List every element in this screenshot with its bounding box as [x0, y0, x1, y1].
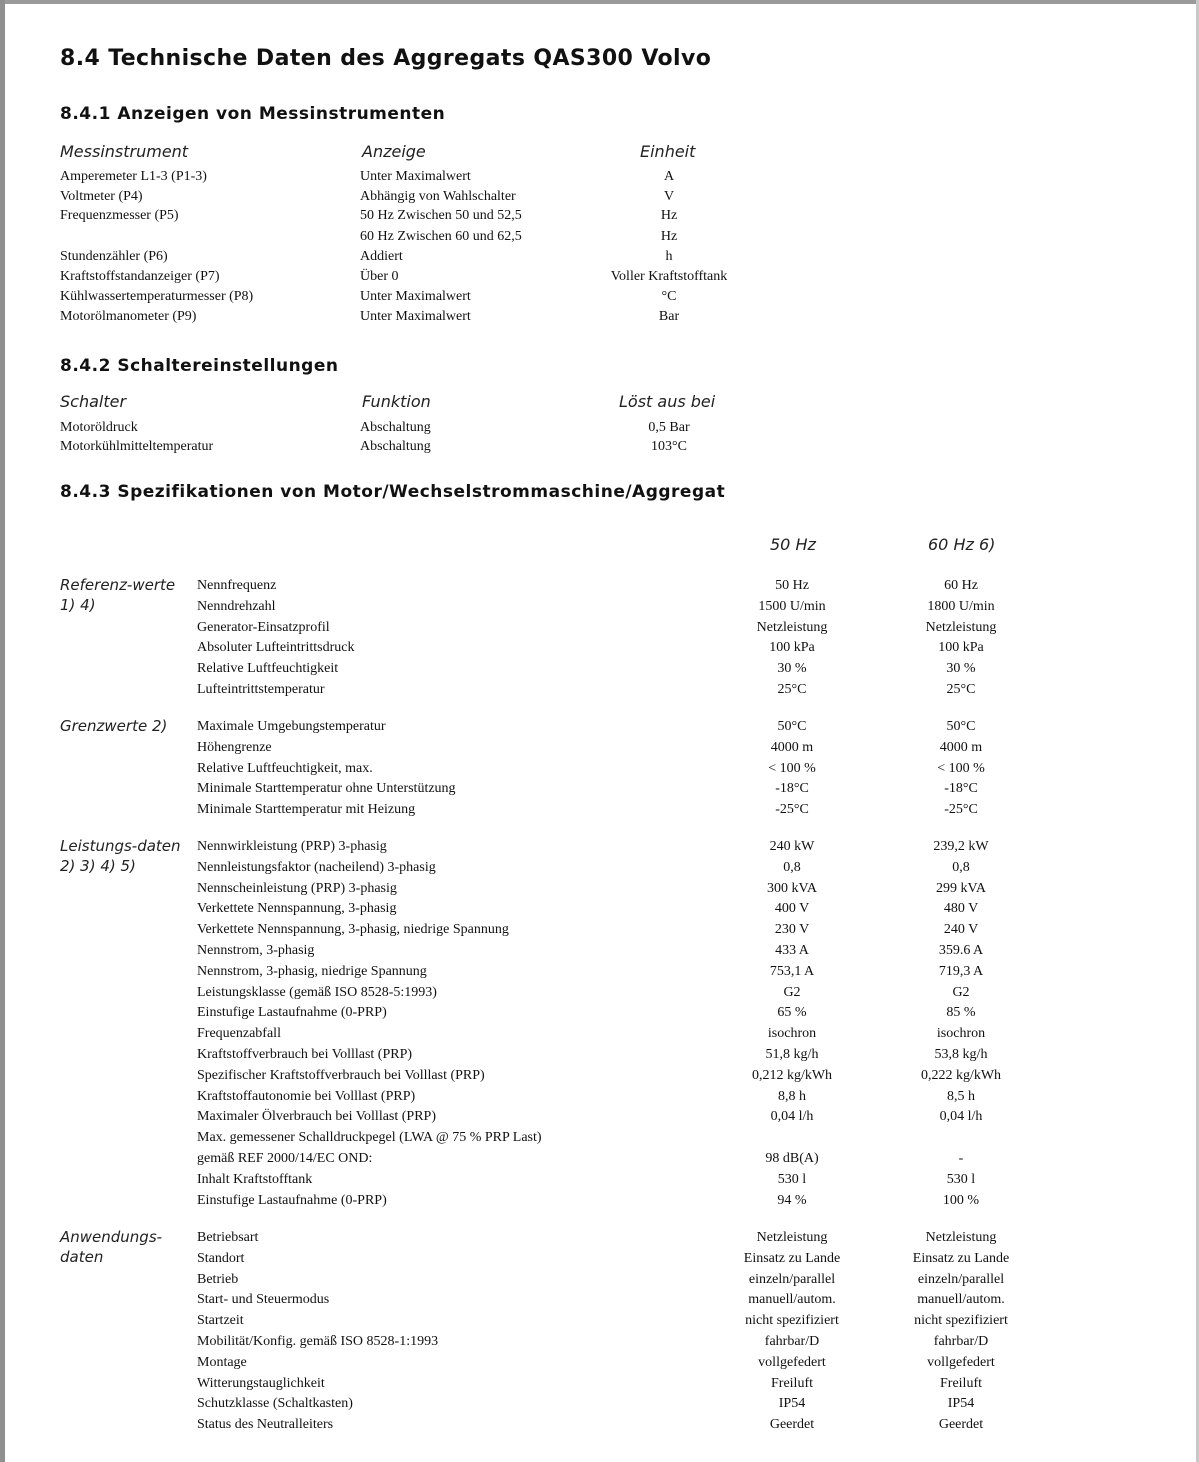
spec-label: Einstufige Lastaufnahme (0-PRP) [197, 1005, 387, 1021]
spec-row [60, 716, 1060, 737]
spec-row [60, 878, 1060, 899]
spec-row [60, 1044, 1060, 1065]
spec-value-50hz: nicht spezifiziert [745, 1313, 839, 1329]
spec-value-50hz: 300 kVA [767, 880, 817, 896]
spec-value-60hz: 1800 U/min [927, 598, 995, 614]
spec-row [60, 1289, 1060, 1310]
spec-label: Nennstrom, 3-phasig [197, 943, 315, 958]
spec-value-60hz: manuell/autom. [917, 1292, 1005, 1308]
instrument-row [60, 287, 1060, 307]
spec-row [60, 1127, 1060, 1148]
spec-label: Witterungstauglichkeit [197, 1375, 325, 1391]
spec-value-60hz: vollgefedert [927, 1354, 995, 1370]
spec-row [60, 898, 1060, 919]
spec-row [60, 857, 1060, 878]
spec-row [60, 1227, 1060, 1248]
column-header-function: Funktion [362, 392, 431, 411]
spec-row [60, 836, 1060, 857]
instrument-row [60, 247, 1060, 267]
spec-value-60hz: 4000 m [939, 739, 983, 755]
spec-label: Nennfrequenz [197, 578, 277, 593]
instrument-name: Frequenzmesser (P5) [60, 208, 179, 223]
spec-value-50hz: 400 V [774, 901, 810, 917]
spec-row [60, 1190, 1060, 1211]
spec-value-50hz: 94 % [777, 1192, 807, 1208]
spec-value-60hz: 239,2 kW [933, 839, 989, 854]
instrument-row [60, 187, 1060, 207]
spec-label: Relative Luftfeuchtigkeit, max. [197, 760, 373, 776]
spec-label: Start- und Steuermodus [197, 1292, 330, 1308]
spec-value-60hz: Freiluft [940, 1375, 982, 1391]
spec-value-60hz: Geerdet [938, 1417, 984, 1433]
spec-group-label: Anwendungs-daten [60, 1228, 163, 1266]
spec-row [60, 1352, 1060, 1373]
switch-name: Motorkühlmitteltemperatur [60, 439, 214, 454]
spec-row [60, 1169, 1060, 1190]
spec-value-60hz: < 100 % [937, 760, 985, 776]
page-title: 8.4 Technische Daten des Aggregats QAS300 Volvo [60, 46, 712, 71]
spec-row [60, 1331, 1060, 1352]
spec-value-60hz: 50°C [946, 719, 976, 734]
spec-value-60hz: 85 % [946, 1005, 976, 1021]
spec-value-50hz: IP54 [778, 1396, 806, 1412]
spec-group [60, 575, 1060, 704]
instrument-row [60, 206, 1060, 226]
spec-group [60, 836, 1060, 1214]
spec-value-50hz: Freiluft [771, 1375, 813, 1391]
spec-value-60hz: G2 [952, 984, 970, 1000]
instrument-name: Motorölmanometer (P9) [60, 309, 197, 324]
spec-label: Nennstrom, 3-phasig, niedrige Spannung [197, 963, 427, 979]
spec-value-50hz: 50 Hz [775, 578, 809, 593]
spec-group-label: Grenzwerte 2) [60, 717, 168, 735]
switch-function: Abschaltung [360, 420, 431, 435]
spec-label: Lufteintrittstemperatur [197, 682, 325, 697]
spec-label: Betriebsart [197, 1230, 259, 1245]
switch-row [60, 418, 1060, 438]
spec-value-60hz: 25°C [946, 682, 976, 697]
column-header-50hz: 50 Hz [770, 535, 816, 554]
spec-value-60hz: fahrbar/D [933, 1334, 989, 1349]
spec-row [60, 737, 1060, 758]
spec-value-50hz: 65 % [777, 1005, 807, 1021]
column-header-instrument: Messinstrument [60, 142, 189, 161]
spec-value-50hz: 530 l [777, 1171, 807, 1187]
spec-label: Minimale Starttemperatur ohne Unterstützung [197, 781, 456, 797]
spec-value-60hz: 8,5 h [947, 1088, 975, 1104]
instrument-row [60, 307, 1060, 327]
spec-value-50hz: 1500 U/min [758, 598, 826, 614]
instrument-display: Unter Maximalwert [360, 289, 471, 304]
spec-value-50hz: 0,8 [783, 859, 801, 875]
spec-label: Schutzklasse (Schaltkasten) [197, 1396, 353, 1412]
spec-label: Einstufige Lastaufnahme (0-PRP) [197, 1192, 387, 1208]
instrument-name: Stundenzähler (P6) [60, 249, 168, 264]
spec-row [60, 1248, 1060, 1269]
spec-row [60, 940, 1060, 961]
spec-label: Generator-Einsatzprofil [197, 619, 330, 635]
spec-value-60hz: 530 l [946, 1171, 976, 1187]
instrument-display: Unter Maximalwert [360, 309, 471, 324]
spec-value-50hz: Netzleistung [756, 1230, 828, 1245]
spec-value-50hz: 433 A [775, 943, 809, 958]
spec-value-50hz: Einsatz zu Lande [743, 1250, 841, 1266]
spec-label: Verkettete Nennspannung, 3-phasig [197, 901, 397, 917]
spec-value-50hz: Netzleistung [756, 619, 828, 635]
spec-value-60hz: Einsatz zu Lande [912, 1250, 1010, 1266]
section-heading-specifications: 8.4.3 Spezifikationen von Motor/Wechselstrommaschine/Aggregat [60, 482, 726, 502]
spec-value-50hz: Geerdet [769, 1417, 815, 1433]
spec-group [60, 716, 1060, 824]
spec-value-60hz: 100 % [942, 1192, 980, 1208]
spec-value-60hz: 100 kPa [938, 640, 984, 656]
spec-value-50hz: 240 kW [769, 839, 815, 854]
spec-value-50hz: 0,212 kg/kWh [751, 1067, 833, 1083]
spec-label: Absoluter Lufteintrittsdruck [197, 640, 355, 656]
instrument-row [60, 267, 1060, 287]
spec-value-50hz: fahrbar/D [764, 1334, 820, 1349]
instrument-unit: V [663, 189, 675, 204]
spec-group-label: Referenz-werte 1) 4) [60, 576, 176, 614]
instrument-unit: Voller Kraftstofftank [610, 269, 728, 284]
spec-value-50hz: 30 % [777, 661, 807, 677]
spec-row [60, 961, 1060, 982]
instrument-name: Kraftstoffstandanzeiger (P7) [60, 269, 220, 284]
spec-value-60hz: 240 V [943, 922, 979, 938]
spec-value-60hz: 359.6 A [938, 943, 984, 958]
spec-value-60hz: 0,04 l/h [939, 1109, 983, 1125]
instrument-display: Unter Maximalwert [360, 169, 471, 184]
spec-value-50hz: manuell/autom. [748, 1292, 836, 1308]
instrument-display: Abhängig von Wahlschalter [360, 189, 516, 204]
spec-label: Höhengrenze [197, 739, 272, 755]
spec-value-60hz: -25°C [944, 802, 978, 818]
spec-value-60hz: 0,8 [952, 859, 970, 875]
switch-trigger: 103°C [651, 439, 687, 454]
spec-row [60, 1373, 1060, 1394]
spec-value-60hz: -18°C [944, 781, 978, 797]
instrument-name: Amperemeter L1-3 (P1-3) [60, 169, 207, 184]
section-heading-switches: 8.4.2 Schaltereinstellungen [60, 356, 339, 376]
instrument-unit: h [665, 249, 673, 264]
spec-value-50hz: 4000 m [770, 739, 814, 755]
instrument-display: Über 0 [360, 269, 399, 284]
instrument-display: 60 Hz Zwischen 60 und 62,5 [360, 229, 522, 244]
spec-value-60hz: nicht spezifiziert [914, 1313, 1008, 1329]
spec-label: Kraftstoffverbrauch bei Volllast (PRP) [197, 1047, 413, 1062]
spec-value-60hz: IP54 [947, 1396, 975, 1412]
spec-row [60, 658, 1060, 679]
instrument-row [60, 167, 1060, 187]
spec-value-50hz: -18°C [775, 781, 809, 797]
spec-value-50hz: G2 [783, 984, 801, 1000]
spec-row [60, 679, 1060, 700]
switch-row [60, 437, 1060, 457]
column-header-unit: Einheit [640, 142, 696, 161]
spec-group [60, 1227, 1060, 1439]
spec-value-50hz: 753,1 A [769, 963, 815, 979]
spec-row [60, 637, 1060, 658]
spec-value-50hz: 0,04 l/h [770, 1109, 814, 1125]
document-page [60, 0, 1180, 1462]
spec-label: Status des Neutralleiters [197, 1417, 334, 1433]
spec-label: Spezifischer Kraftstoffverbrauch bei Volllast (PRP) [197, 1067, 485, 1083]
spec-value-60hz: Netzleistung [925, 1230, 997, 1245]
switch-function: Abschaltung [360, 439, 431, 454]
spec-row [60, 1393, 1060, 1414]
spec-label: gemäß REF 2000/14/EC OND: [197, 1151, 373, 1166]
spec-value-50hz: 230 V [774, 922, 810, 938]
spec-value-60hz: 480 V [943, 901, 979, 917]
spec-row [60, 1002, 1060, 1023]
instrument-unit: Hz [660, 229, 678, 244]
spec-row [60, 617, 1060, 638]
spec-label: Nennleistungsfaktor (nacheilend) 3-phasig [197, 859, 436, 875]
spec-group-label: Leistungs-daten 2) 3) 4) 5) [60, 837, 181, 875]
spec-row [60, 575, 1060, 596]
spec-value-50hz: 50°C [777, 719, 807, 734]
spec-value-60hz: 30 % [946, 661, 976, 677]
spec-row [60, 596, 1060, 617]
spec-value-60hz: 53,8 kg/h [934, 1047, 988, 1062]
spec-label: Minimale Starttemperatur mit Heizung [197, 802, 416, 818]
spec-value-50hz: 98 dB(A) [765, 1151, 819, 1166]
spec-value-60hz: 719,3 A [938, 963, 984, 979]
instrument-display: 50 Hz Zwischen 50 und 52,5 [360, 208, 522, 223]
spec-row [60, 1148, 1060, 1169]
spec-label: Nennwirkleistung (PRP) 3-phasig [197, 839, 387, 854]
spec-row [60, 1414, 1060, 1435]
spec-value-60hz: Netzleistung [925, 619, 997, 635]
instrument-row [60, 227, 1060, 247]
spec-value-60hz: 60 Hz [944, 578, 978, 593]
column-header-trigger: Löst aus bei [619, 392, 716, 411]
spec-value-50hz: isochron [767, 1026, 817, 1042]
spec-value-50hz: -25°C [775, 802, 809, 818]
spec-label: Relative Luftfeuchtigkeit [197, 661, 339, 677]
window-border-left [0, 0, 5, 1462]
spec-label: Frequenzabfall [197, 1026, 281, 1042]
spec-label: Startzeit [197, 1313, 244, 1329]
column-header-switch: Schalter [60, 392, 127, 411]
spec-label: Inhalt Kraftstofftank [197, 1171, 313, 1187]
spec-label: Kraftstoffautonomie bei Volllast (PRP) [197, 1088, 416, 1104]
spec-value-50hz: 51,8 kg/h [765, 1047, 819, 1062]
instrument-unit: A [663, 169, 675, 184]
switch-trigger: 0,5 Bar [648, 420, 690, 435]
spec-value-50hz: 100 kPa [769, 640, 815, 656]
instrument-unit: Bar [658, 309, 680, 324]
spec-row [60, 919, 1060, 940]
spec-row [60, 1086, 1060, 1107]
spec-label: Nennscheinleistung (PRP) 3-phasig [197, 880, 397, 896]
spec-label: Mobilität/Konfig. gemäß ISO 8528-1:1993 [197, 1334, 439, 1349]
spec-row [60, 799, 1060, 820]
spec-value-50hz: vollgefedert [758, 1354, 826, 1370]
instrument-name: Kühlwassertemperaturmesser (P8) [60, 289, 254, 304]
column-header-display: Anzeige [362, 142, 426, 161]
spec-row [60, 1106, 1060, 1127]
spec-row [60, 1269, 1060, 1290]
instrument-unit: °C [661, 289, 677, 304]
spec-value-60hz: 299 kVA [936, 880, 986, 896]
spec-value-60hz: 0,222 kg/kWh [920, 1067, 1002, 1083]
switch-name: Motoröldruck [60, 420, 138, 435]
instrument-name: Voltmeter (P4) [60, 189, 143, 204]
instrument-display: Addiert [360, 249, 403, 264]
spec-value-60hz: isochron [936, 1026, 986, 1042]
spec-label: Max. gemessener Schalldruckpegel (LWA @ 75 % PRP Last) [197, 1130, 542, 1146]
spec-row [60, 1065, 1060, 1086]
spec-label: Leistungsklasse (gemäß ISO 8528-5:1993) [197, 984, 437, 1000]
spec-value-60hz: - [958, 1151, 964, 1166]
spec-label: Standort [197, 1250, 245, 1266]
spec-label: Nenndrehzahl [197, 598, 276, 614]
spec-value-50hz: < 100 % [768, 760, 816, 776]
spec-value-50hz: 8,8 h [778, 1088, 806, 1104]
spec-label: Montage [197, 1354, 247, 1370]
spec-label: Maximale Umgebungstemperatur [197, 719, 386, 734]
spec-row [60, 1310, 1060, 1331]
spec-row [60, 982, 1060, 1003]
spec-row [60, 778, 1060, 799]
spec-value-50hz: einzeln/parallel [748, 1271, 836, 1287]
instrument-unit: Hz [660, 208, 678, 223]
spec-row [60, 758, 1060, 779]
section-heading-instruments: 8.4.1 Anzeigen von Messinstrumenten [60, 104, 446, 124]
spec-value-60hz: einzeln/parallel [917, 1271, 1005, 1287]
spec-label: Maximaler Ölverbrauch bei Volllast (PRP) [197, 1109, 436, 1125]
spec-value-50hz: 25°C [777, 682, 807, 697]
spec-label: Betrieb [197, 1271, 239, 1287]
column-header-60hz: 60 Hz 6) [928, 535, 996, 554]
spec-label: Verkettete Nennspannung, 3-phasig, niedrige Spannung [197, 922, 509, 938]
spec-row [60, 1023, 1060, 1044]
